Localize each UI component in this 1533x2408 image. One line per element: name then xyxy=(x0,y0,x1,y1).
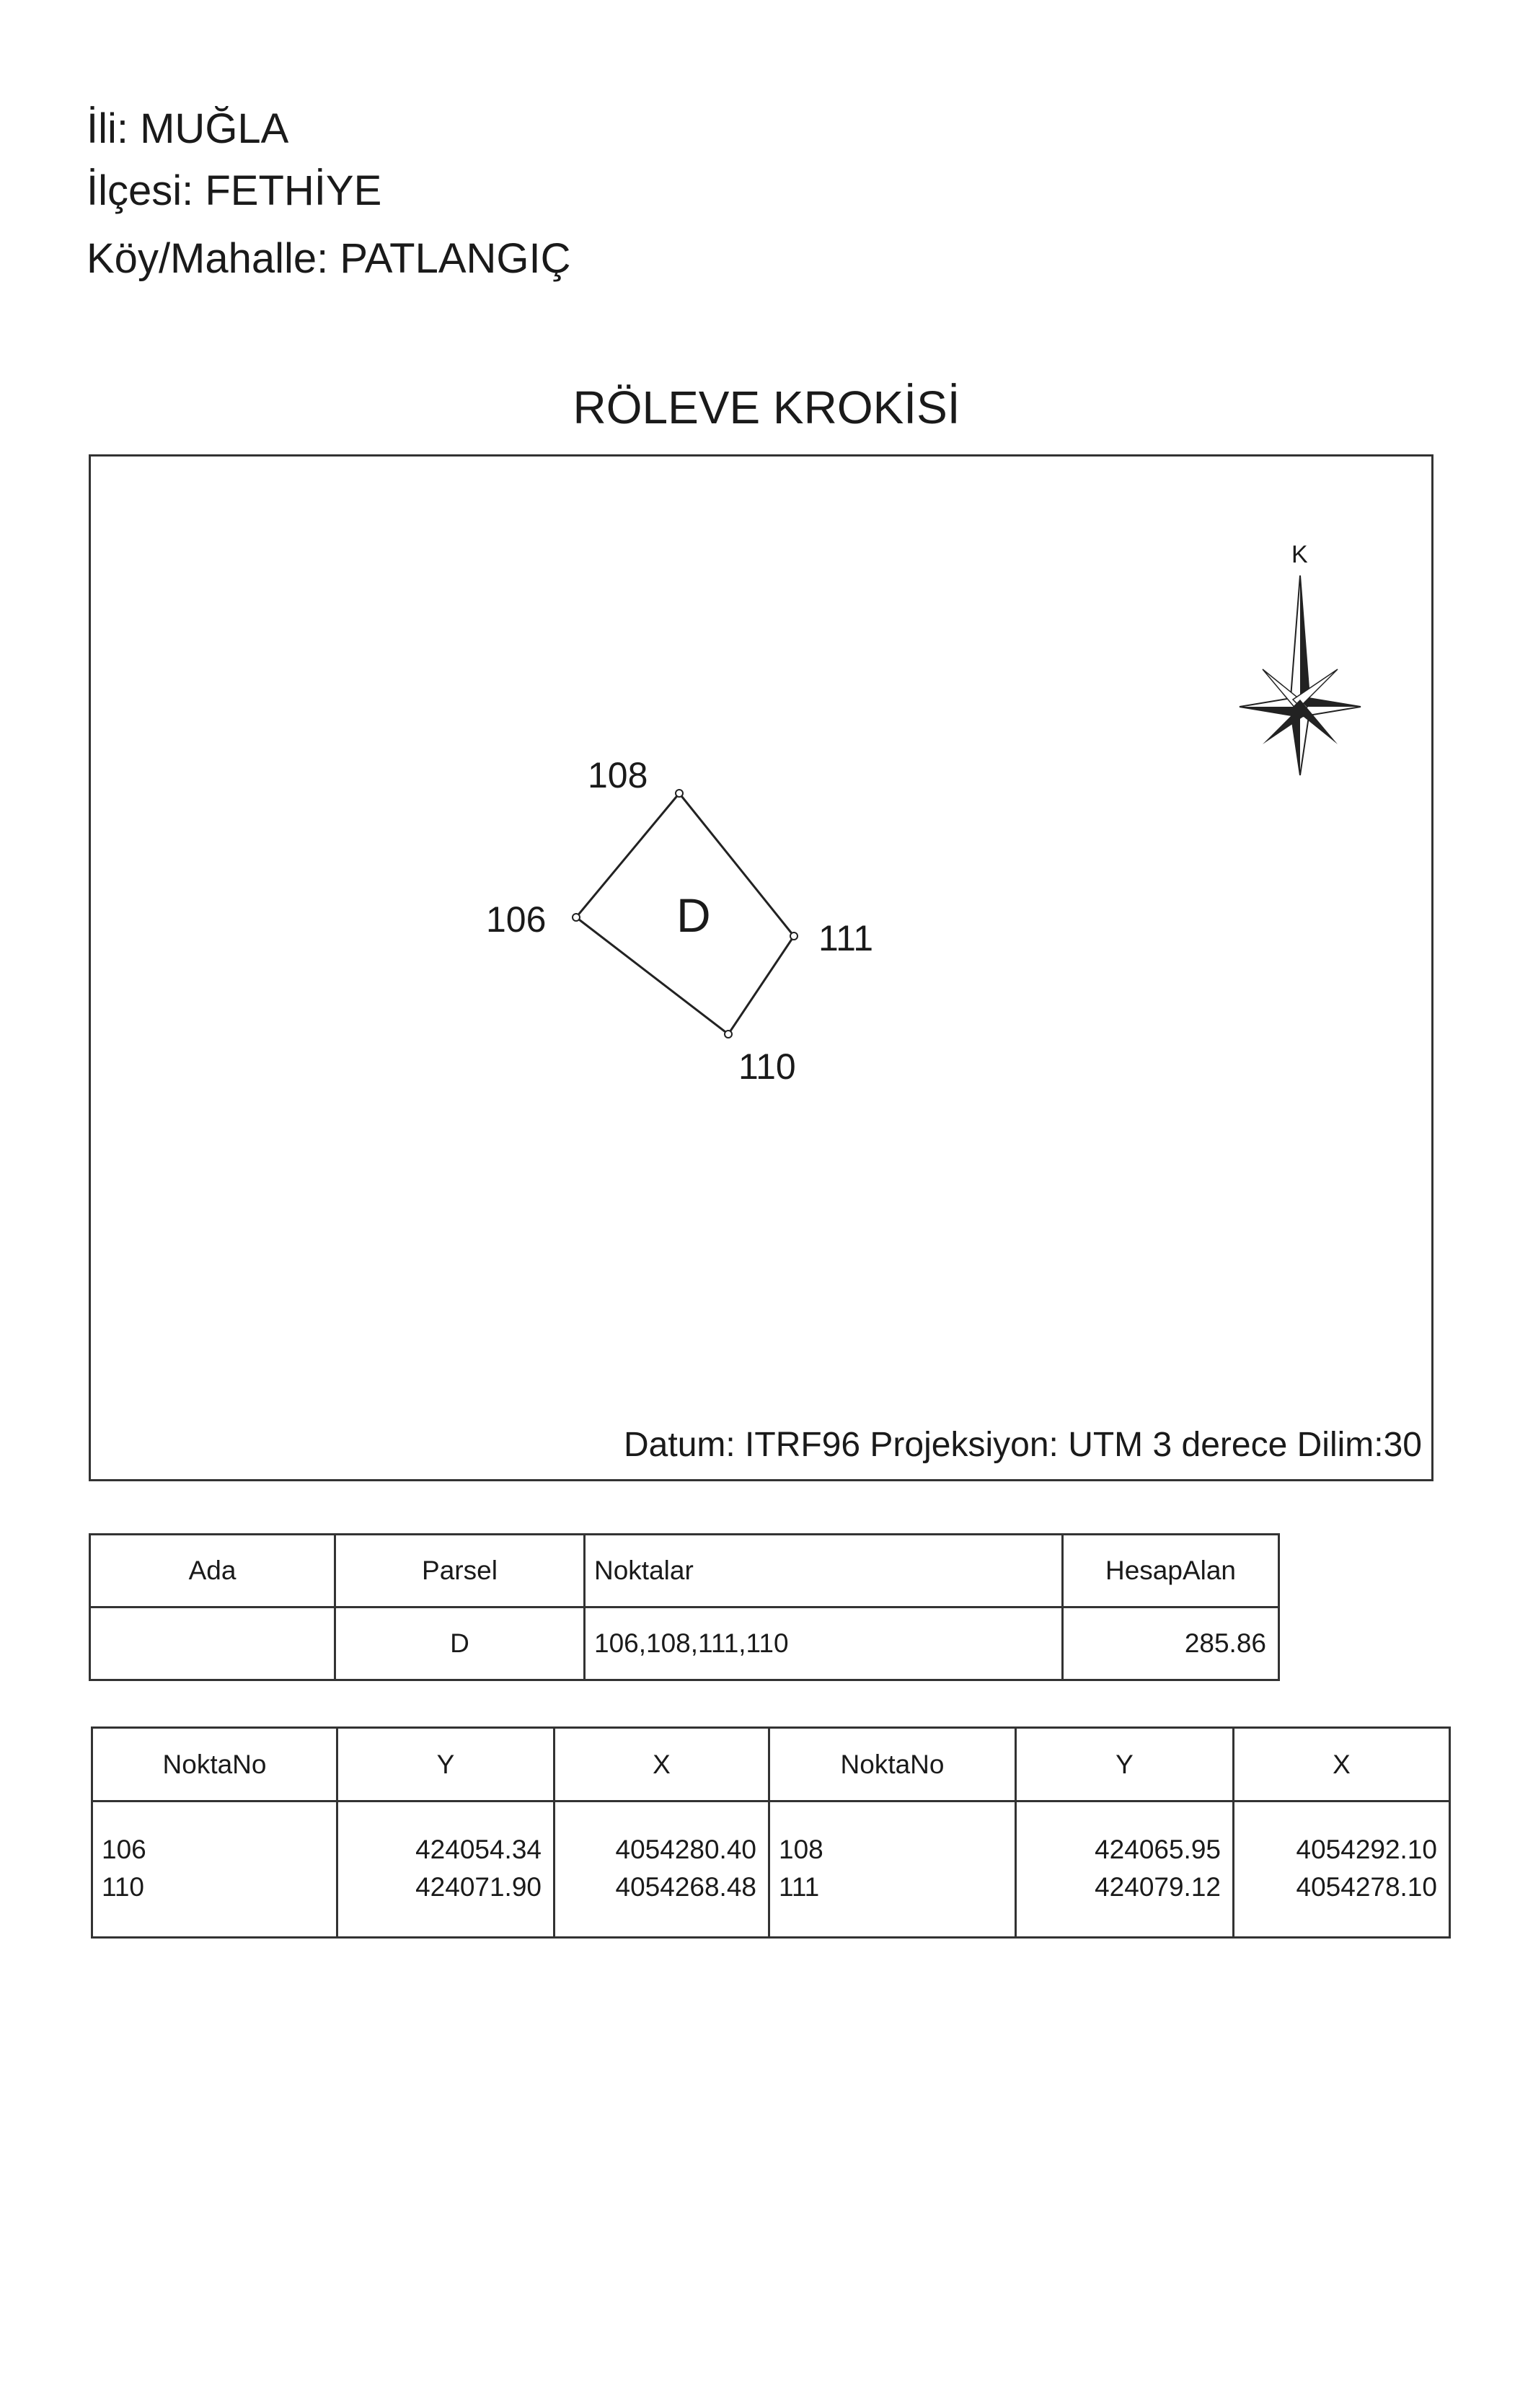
point-label-111: 111 xyxy=(818,918,874,958)
nokta-no-cell: 108 111 xyxy=(769,1801,1016,1938)
north-label: K xyxy=(1291,541,1308,568)
point-label-108: 108 xyxy=(588,755,648,795)
village-label: Köy/Mahalle: PATLANGIÇ xyxy=(87,235,571,282)
table-row xyxy=(90,1607,1279,1680)
sketch-frame xyxy=(90,456,1433,1481)
table-header-row xyxy=(90,1535,1279,1607)
coordinate-table xyxy=(91,1726,1451,1939)
point-marker-106 xyxy=(573,914,580,921)
table-header: Parsel xyxy=(335,1535,585,1607)
parcel-label: D xyxy=(676,888,711,942)
parcel-table xyxy=(89,1533,1280,1681)
table-header: NoktaNo xyxy=(769,1728,1016,1801)
x-coord-cell: 4054292.10 4054278.10 xyxy=(1234,1801,1450,1938)
table-row xyxy=(92,1801,1450,1938)
table-header: HesapAlan xyxy=(1063,1535,1279,1607)
parsel-cell: D xyxy=(335,1607,585,1680)
y-coord-cell: 424054.34 424071.90 xyxy=(337,1801,555,1938)
table-header-row xyxy=(92,1728,1450,1801)
point-marker-108 xyxy=(676,790,683,797)
table-header: Ada xyxy=(90,1535,335,1607)
point-marker-110 xyxy=(725,1031,732,1038)
x-coord-cell: 4054280.40 4054268.48 xyxy=(555,1801,769,1938)
noktalar-cell: 106,108,111,110 xyxy=(585,1607,1063,1680)
table-header: Noktalar xyxy=(585,1535,1063,1607)
north-arrow-icon xyxy=(1240,541,1361,775)
table-header: X xyxy=(1234,1728,1450,1801)
hesap-alan-cell: 285.86 xyxy=(1063,1607,1279,1680)
point-label-106: 106 xyxy=(486,899,547,940)
district-label: İlçesi: FETHİYE xyxy=(87,167,382,214)
y-coord-cell: 424065.95 424079.12 xyxy=(1016,1801,1234,1938)
point-marker-111 xyxy=(790,932,798,940)
ada-cell xyxy=(90,1607,335,1680)
table-header: Y xyxy=(337,1728,555,1801)
table-header: NoktaNo xyxy=(92,1728,337,1801)
province-label: İli: MUĞLA xyxy=(87,105,289,152)
point-label-110: 110 xyxy=(738,1046,796,1087)
datum-note: Datum: ITRF96 Projeksiyon: UTM 3 derece Dilim:30 xyxy=(624,1426,1422,1464)
table-header: Y xyxy=(1016,1728,1234,1801)
survey-sketch xyxy=(89,454,1433,1481)
page-title: RÖLEVE KROKİSİ xyxy=(573,382,960,433)
table-header: X xyxy=(555,1728,769,1801)
nokta-no-cell: 106 110 xyxy=(92,1801,337,1938)
